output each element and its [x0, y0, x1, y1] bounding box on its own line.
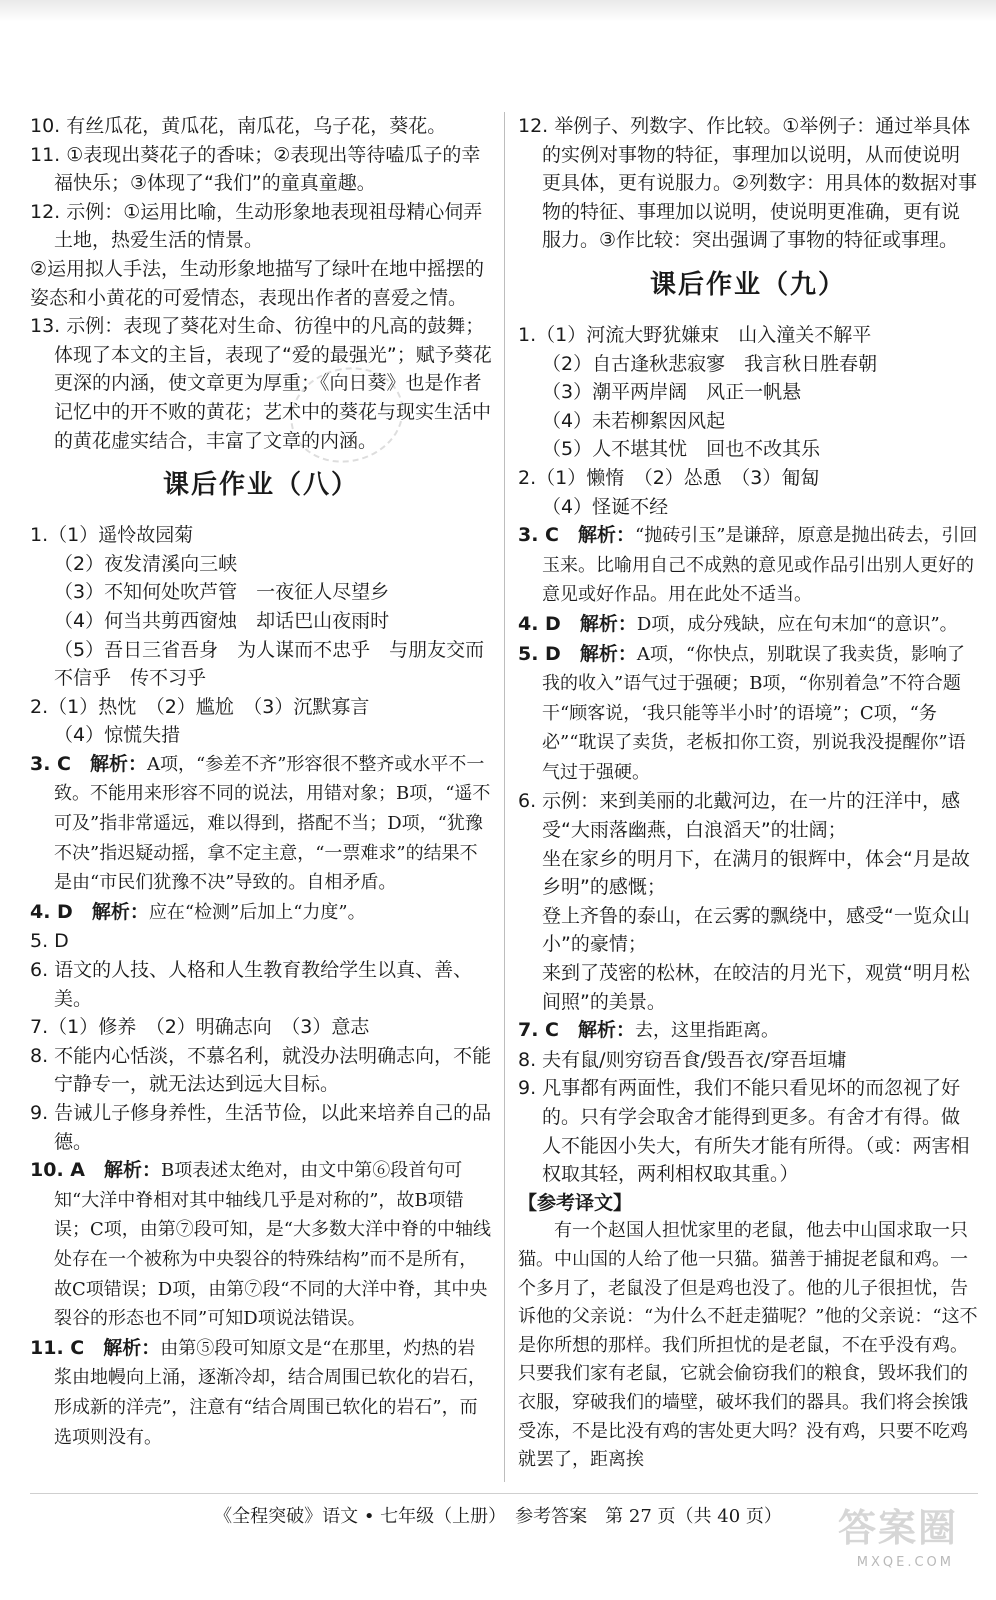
q3-answer: [30, 750, 492, 898]
q4-answer: [518, 610, 978, 640]
q6-line1: 6. 示例：来到美丽的北戴河边，在一片的汪洋中，感受“大雨落幽燕，白浪滔天”的壮阔；: [518, 790, 961, 842]
q7-answer: [518, 1016, 978, 1046]
answer-10: 10. 有丝瓜花，黄瓜花，南瓜花，乌子花，葵花。: [30, 115, 447, 137]
answer-12: 12. 示例：①运用比喻，生动形象地表现祖母精心伺弄土地，热爱生活的情景。: [30, 200, 483, 252]
q3-answer: [518, 521, 978, 610]
q2-line2: （4）怪诞不经: [542, 495, 669, 518]
answer-12-part2: ②运用拟人手法，生动形象地描写了绿叶在地中摇摆的姿态和小黄花的可爱情态，表现出作者的喜爱之情。: [30, 257, 485, 309]
q7-answer: 7.（1）修养 （2）明确志向 （3）意志: [30, 1016, 370, 1039]
q6-line: 登上齐鲁的泰山，在云雾的飘绕中，感受“一览众山小”的豪情；: [542, 904, 970, 956]
q9-answer: 9. 告诫儿子修身养性，生活节俭，以此来培养自己的品德。: [30, 1102, 492, 1153]
q3-head: 3. C 解析：: [30, 752, 147, 775]
q10-head: 10. A 解析：: [30, 1159, 161, 1182]
q4-answer: [30, 898, 492, 928]
q10-answer: [30, 1156, 492, 1334]
q10-body: B项表述太绝对，由文中第⑥段首句可知“大洋中脊相对其中轴线几乎是对称的”，故B项错误；C项，由第⑦段可知，是“大多数大洋中脊的中轴线处存在一个被称为中央裂谷的特殊结构”而不是所有，故C项错误；D项，由第⑦段“不同的大洋中脊，其中央裂谷的形态也不同”可知D项说法错误。: [54, 1160, 491, 1330]
q3-head: 3. C 解析：: [518, 524, 635, 547]
watermark: [808, 1506, 978, 1586]
q8-answer: 8. 不能内心恬淡，不慕名利，就没办法明确志向，不能宁静专一，就无法达到远大目标。: [30, 1044, 492, 1096]
q1-line: （3）不知何处吹芦管 一夜征人尽望乡: [54, 581, 390, 604]
q6-line: 来到了茂密的松林，在皎洁的月光下，观赏“明月松间照”的美景。: [542, 962, 970, 1013]
right-column: [518, 112, 978, 1475]
q11-body: 由第⑤段可知原文是“在那里，灼热的岩浆由地幔向上涌，逐渐冷却，结合周围已软化的岩石，形成新的洋壳”，注意有“结合周围已软化的岩石”，而选项则没有。: [54, 1337, 486, 1448]
q5-body: A项，“你快点，别耽误了我卖货，影响了我的收入”语气过于强硬；B项，“你别着急”不符合题干“顾客说，‘我只能等半小时’的语境”；C项，“务必”“耽误了卖货，老板扣你工资，别说我没提醒你”语气过于强硬。: [542, 643, 966, 783]
scan-top-edge: [0, 0, 996, 22]
q7-body: 去，这里指距离。: [635, 1020, 779, 1042]
reference-translation-title: 【参考译文】: [518, 1191, 633, 1214]
q1-line: （2）自古逢秋悲寂寥 我言秋日胜春朝: [542, 352, 878, 375]
q6-answer: 6. 语文的人技、人格和人生教育教给学生以真、善、美。: [30, 959, 473, 1010]
answer-11: 11. ①表现出葵花子的香味；②表现出等待嗑瓜子的幸福快乐；③体现了“我们”的童真童趣。: [30, 143, 481, 195]
q11-answer: [30, 1334, 492, 1452]
q6-line: 坐在家乡的明月下，在满月的银辉中，体会“月是故乡明”的感慨；: [542, 847, 970, 899]
q1-line: （5）吾日三省吾身 为人谋而不忠乎 与朋友交而: [54, 638, 485, 661]
q1-line: （2）夜发清溪向三峡: [54, 552, 238, 575]
watermark-logo: 答案圈: [837, 1506, 958, 1550]
q1-line: （4）未若柳絮因风起: [542, 409, 726, 432]
q1-label: 1.（1）遥怜故园菊: [30, 524, 194, 547]
footer-rule: [30, 1493, 978, 1494]
column-divider: [504, 112, 505, 1482]
section-heading-8: 课后作业（八）: [162, 470, 359, 501]
answer-13: 13. 示例：表现了葵花对生命、彷徨中的凡高的鼓舞；体现了本文的主旨，表现了“爱的最强光”；赋予葵花更深的内涵，使文章更为厚重；《向日葵》也是作者记忆中的开不败的黄花；艺术中的葵花与现实生活中的黄花虚实结合，丰富了文章的内涵。: [30, 315, 492, 452]
left-column: [30, 112, 492, 1452]
q1-tail: 不信乎 传不习乎: [54, 667, 207, 690]
q1-line: （5）人不堪其忧 回也不改其乐: [542, 438, 821, 461]
q7-head: 7. C 解析：: [518, 1019, 635, 1042]
q4-head: 4. D 解析：: [30, 900, 149, 923]
page-footer: 《全程突破》语文 • 七年级（上册） 参考答案 第 27 页（共 40 页）: [214, 1506, 782, 1527]
section-heading-9: 课后作业（九）: [649, 269, 846, 300]
q5-head: 5. D 解析：: [518, 642, 637, 665]
q1-line: （3）潮平两岸阔 风正一帆悬: [542, 381, 802, 404]
q2-line1: 2.（1）懒惰 （2）怂恿 （3）匍匐: [518, 466, 820, 489]
q8-answer: 8. 夫有鼠/则穷窃吾食/毁吾衣/穿吾垣墉: [518, 1048, 847, 1071]
q4-body: D项，成分残缺，应在句末加“的意识”。: [636, 613, 958, 635]
q5-answer: [518, 640, 978, 788]
answer-12-right: 12. 举例子、列数字、作比较。①举例子：通过举具体的实例对事物的特征，事理加以说明，从而使说明更具体，更有说服力。②列数字：用具体的数据对事物的特征、事理加以说明，使说明更准确，更有说服力。③作比较：突出强调了事物的特征或事理。: [518, 115, 978, 252]
q2-line2: （4）惊慌失措: [54, 724, 181, 747]
q4-body: 应在“检测”后加上“力度”。: [148, 901, 366, 923]
q11-head: 11. C 解析：: [30, 1336, 161, 1359]
q4-head: 4. D 解析：: [518, 612, 637, 635]
q5-answer: 5. D: [30, 930, 69, 953]
reference-translation-text: 有一个赵国人担忧家里的老鼠，他去中山国求取一只猫。中山国的人给了他一只猫。猫善于捕捉老鼠和鸡。一个多月了，老鼠没了但是鸡也没了。他的儿子很担忧，告诉他的父亲说：“为什么不赶走猫呢？”他的父亲说：“这不是你所想的那样。我们所担忧的是老鼠，不在乎没有鸡。只要我们家有老鼠，它就会偷窃我们的粮食，毁坏我们的衣服，穿破我们的墙壁，破坏我们的器具。我们将会挨饿受冻，不是比没有鸡的害处更大吗？没有鸡，只要不吃鸡就罢了，距离挨: [518, 1220, 978, 1471]
watermark-url: MXQE.COM: [856, 1555, 954, 1570]
q9-answer: 9. 凡事都有两面性，我们不能只看见坏的而忽视了好的。只有学会取舍才能得到更多。有舍才有得。做人不能因小失大，有所失才能有所得。（或：两害相权取其轻，两利相权取其重。）: [518, 1077, 970, 1186]
q3-body: A项，“参差不齐”形容很不整齐或水平不一致。不能用来形容不同的说法，用错对象；B项，“遥不可及”指非常遥远，难以得到，搭配不当；D项，“犹豫不决”指迟疑动摇，拿不定主意，“一票难求”的结果不是由“市民们犹豫不决”导致的。自相矛盾。: [54, 753, 491, 894]
q1-line: 1.（1）河流大野犹嫌束 山入潼关不解平: [518, 323, 872, 346]
q3-body: “抛砖引玉”是谦辞，原意是抛出砖去，引回玉来。比喻用自己不成熟的意见或作品引出别人更好的意见或好作品。用在此处不适当。: [542, 525, 978, 606]
q1-line: （4）何当共剪西窗烛 却话巴山夜雨时: [54, 609, 390, 632]
q2-line1: 2.（1）热忱 （2）尴尬 （3）沉默寡言: [30, 695, 370, 718]
